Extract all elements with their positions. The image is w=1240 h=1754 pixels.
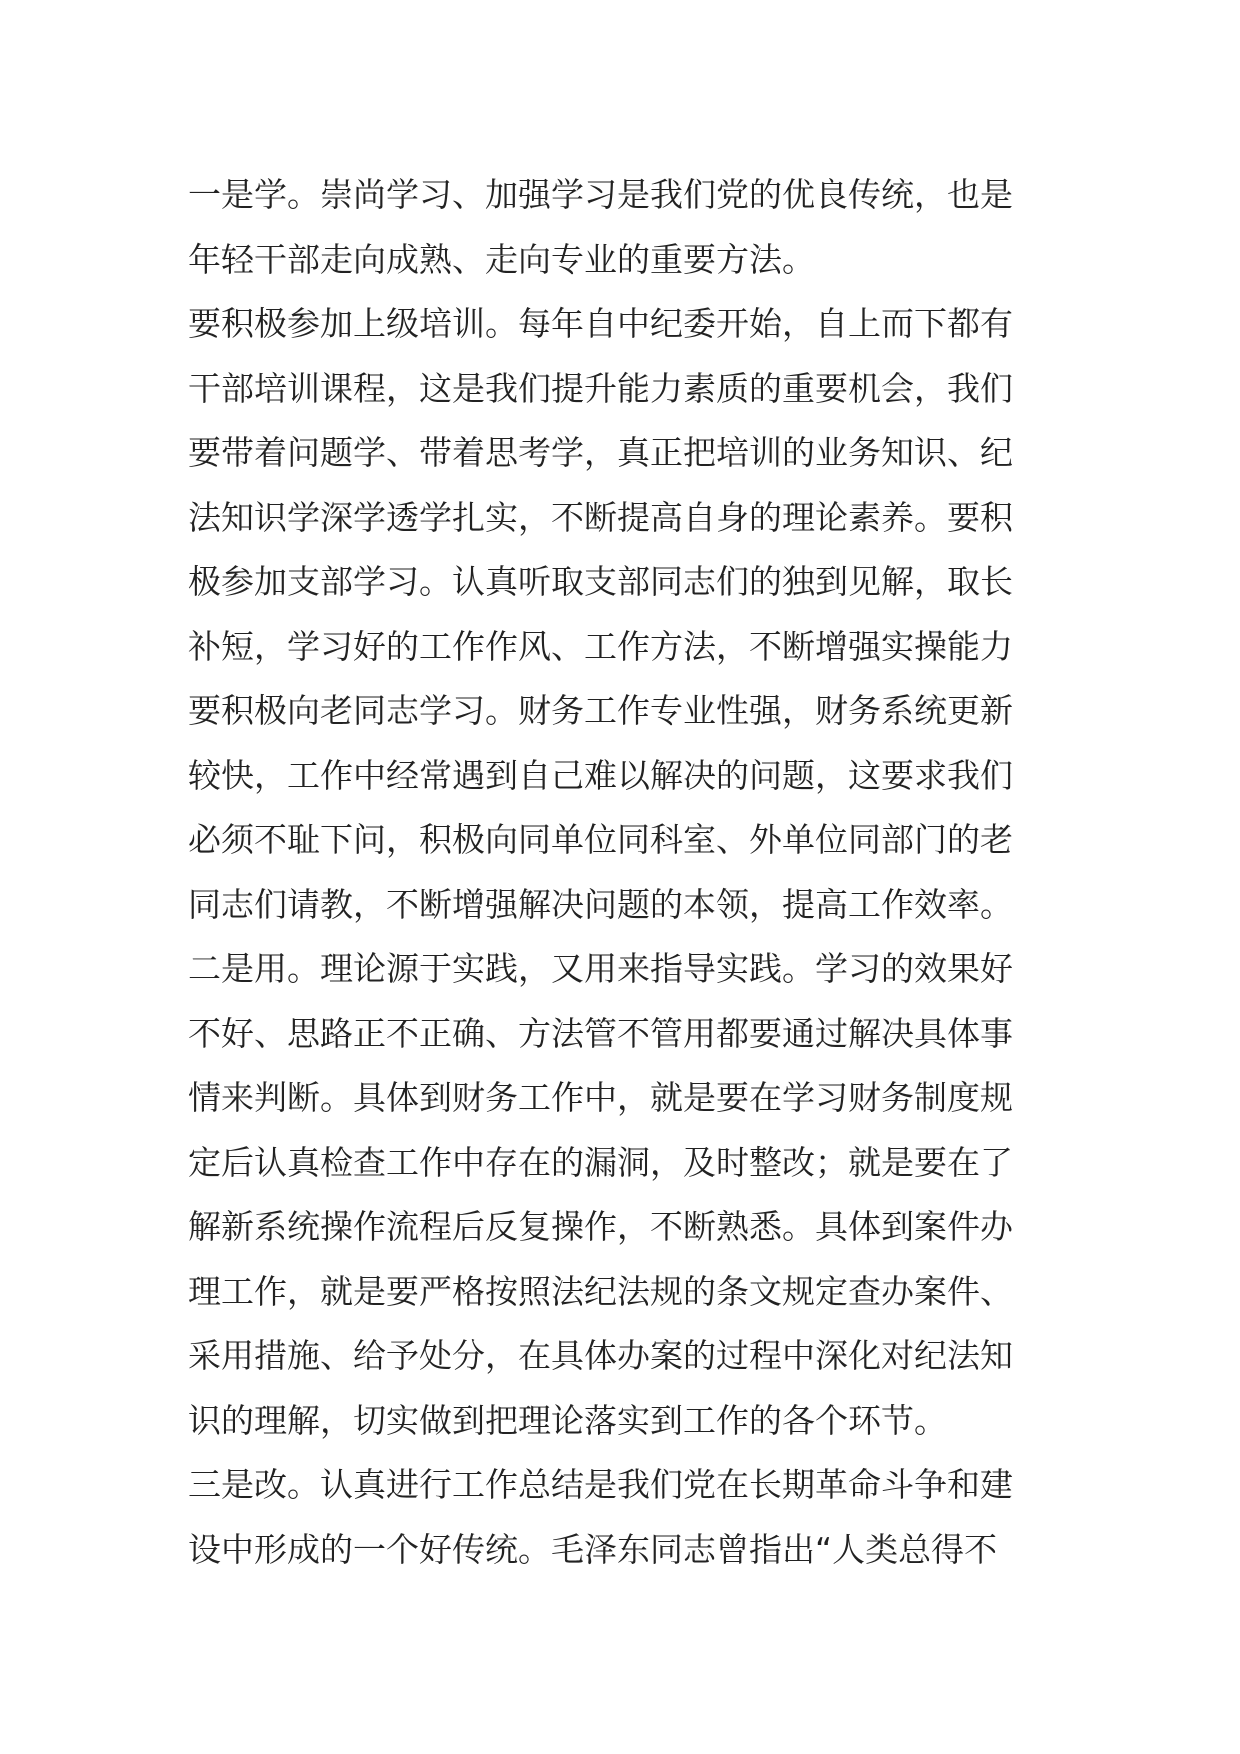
text-line: 识的理解，切实做到把理论落实到工作的各个环节。 bbox=[188, 1400, 947, 1440]
text-line: 补短，学习好的工作作风、工作方法，不断增强实操能力 bbox=[188, 626, 1013, 666]
text-line: 二是用。理论源于实践，又用来指导实践。学习的效果好 bbox=[188, 949, 1013, 988]
body-text bbox=[188, 163, 1068, 1582]
text-line: 要带着问题学、带着思考学，真正把培训的业务知识、纪 bbox=[188, 433, 1013, 472]
text-line: 不好、思路正不正确、方法管不管用都要通过解决具体事 bbox=[188, 1013, 1013, 1053]
text-line: 干部培训课程，这是我们提升能力素质的重要机会，我们 bbox=[188, 368, 1013, 408]
text-line: 采用措施、给予处分，在具体办案的过程中深化对纪法知 bbox=[188, 1336, 1013, 1375]
text-line: 必须不耻下问，积极向同单位同科室、外单位同部门的老 bbox=[188, 820, 1013, 859]
text-line: 要积极向老同志学习。财务工作专业性强，财务系统更新 bbox=[188, 691, 1013, 730]
text-line: 同志们请教，不断增强解决问题的本领，提高工作效率。 bbox=[188, 884, 1013, 924]
text-line: 理工作，就是要严格按照法纪法规的条文规定查办案件、 bbox=[188, 1271, 1013, 1311]
text-line: 极参加支部学习。认真听取支部同志们的独到见解，取长 bbox=[188, 562, 1013, 601]
text-line: 一是学。崇尚学习、加强学习是我们党的优良传统，也是 bbox=[188, 175, 1013, 214]
text-line: 三是改。认真进行工作总结是我们党在长期革命斗争和建 bbox=[188, 1465, 1013, 1504]
text-line: 设中形成的一个好传统。毛泽东同志曾指出“人类总得不 bbox=[188, 1529, 998, 1569]
text-line: 年轻干部走向成熟、走向专业的重要方法。 bbox=[188, 239, 815, 279]
text-line: 要积极参加上级培训。每年自中纪委开始，自上而下都有 bbox=[188, 304, 1013, 343]
text-line: 较快，工作中经常遇到自己难以解决的问题，这要求我们 bbox=[188, 755, 1013, 795]
text-line: 法知识学深学透学扎实，不断提高自身的理论素养。要积 bbox=[188, 497, 1013, 537]
text-line: 情来判断。具体到财务工作中，就是要在学习财务制度规 bbox=[188, 1078, 1013, 1117]
text-line: 解新系统操作流程后反复操作，不断熟悉。具体到案件办 bbox=[188, 1207, 1013, 1246]
text-line: 定后认真检查工作中存在的漏洞，及时整改；就是要在了 bbox=[188, 1142, 1013, 1182]
